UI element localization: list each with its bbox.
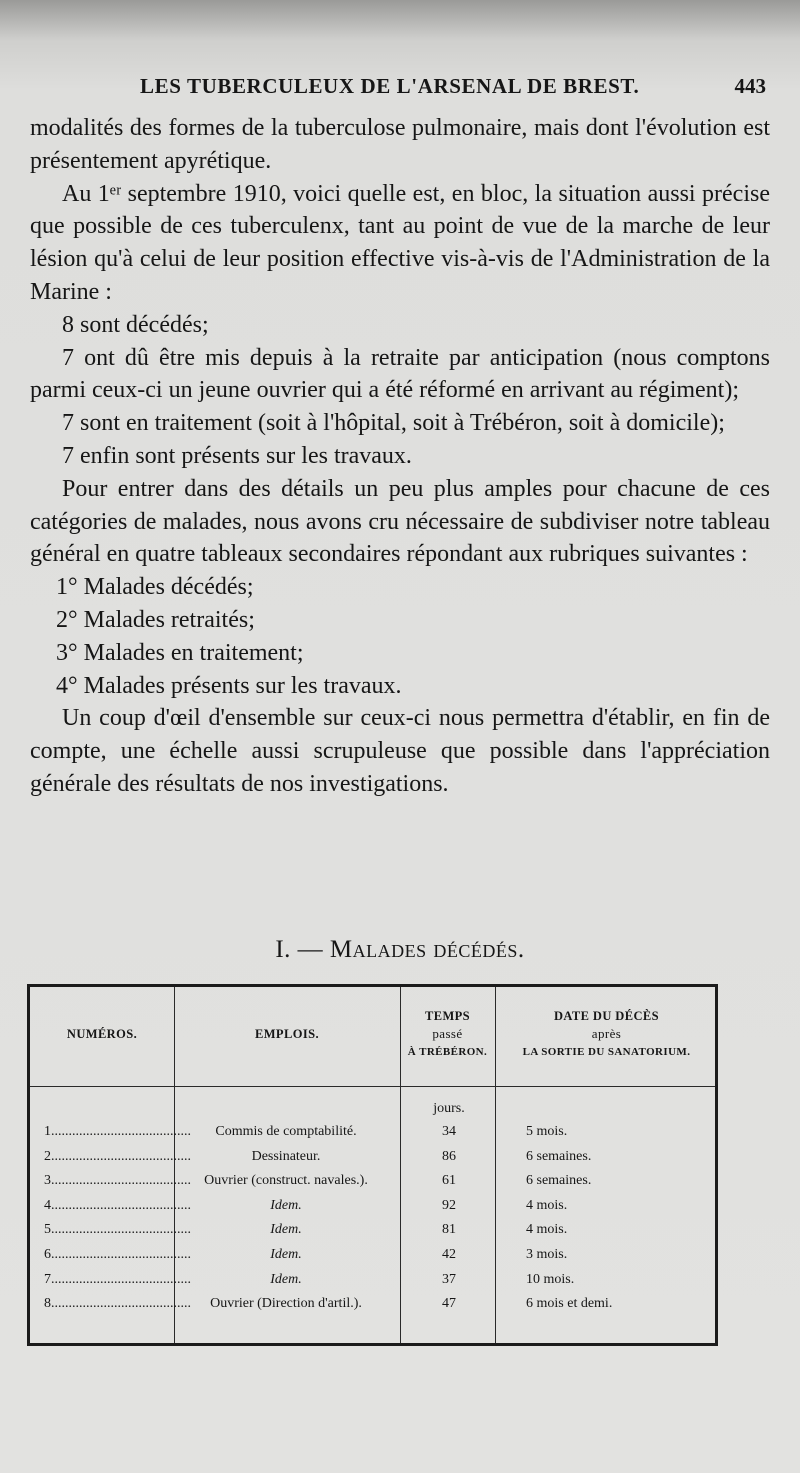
row-emploi: Idem.: [270, 1197, 302, 1213]
running-title: LES TUBERCULEUX DE L'ARSENAL DE BREST.: [140, 74, 640, 98]
row-number: [44, 1268, 191, 1292]
paragraph: 7 enfin sont présents sur les travaux.: [62, 442, 412, 469]
row-temps: 86: [442, 1148, 456, 1164]
header-temps-line1: TEMPS: [424, 1009, 471, 1023]
row-number-value: 4: [44, 1197, 51, 1213]
leader-dots: ........................................: [51, 1271, 191, 1287]
row-number-value: 1: [44, 1124, 51, 1139]
header-date-line3: LA SORTIE DU SANATORIUM.: [522, 1046, 691, 1058]
header-temps-line2: passé: [432, 1026, 463, 1041]
row-temps: 34: [442, 1124, 456, 1139]
list-item: 3° Malades en traitement;: [56, 639, 304, 666]
list-item: 4° Malades présents sur les travaux.: [56, 672, 402, 699]
leader-dots: ........................................: [51, 1247, 191, 1262]
page-header: [0, 70, 800, 106]
row-date: 10 mois.: [526, 1271, 575, 1287]
row-date: 4 mois.: [526, 1197, 568, 1213]
paragraph: 8 sont décédés;: [62, 311, 209, 338]
leader-dots: ........................................: [51, 1296, 191, 1312]
list-item: 2° Malades retraités;: [56, 606, 255, 633]
row-number: [44, 1169, 191, 1193]
row-number-value: 6: [44, 1247, 51, 1262]
row-emploi: Idem.: [270, 1271, 302, 1287]
body-text: [30, 112, 770, 801]
row-date: 6 mois et demi.: [526, 1296, 613, 1312]
table-row: [30, 1169, 715, 1193]
row-emploi: Idem.: [270, 1247, 302, 1262]
paragraph: modalités des formes de la tuberculose pulmonaire, mais dont l'évolution est présentement apyrétique.: [30, 115, 770, 174]
row-temps: 47: [442, 1296, 456, 1312]
row-temps: 42: [442, 1247, 456, 1262]
section-heading: Malades décédés.: [329, 936, 525, 963]
list-item: 1° Malades décédés;: [56, 574, 254, 601]
header-temps: [400, 1007, 495, 1061]
section-numeral: I. —: [275, 936, 324, 963]
header-temps-line3: À TRÉBÉRON.: [407, 1046, 488, 1058]
section-title: [0, 936, 800, 964]
temps-units: jours.: [433, 1101, 465, 1116]
paragraph: Pour entrer dans des détails un peu plus amples pour chacune de ces catégories de malades, nous avons cru nécessaire de subdiviser notre tableau général en quatre tableaux secondaires répondant aux rubriques suivantes :: [30, 475, 770, 568]
leader-dots: ........................................: [51, 1173, 191, 1189]
leader-dots: ........................................: [51, 1197, 191, 1213]
header-date-line1: DATE DU DÉCÈS: [554, 1009, 659, 1023]
row-number: [44, 1194, 191, 1218]
row-date: 4 mois.: [526, 1222, 568, 1238]
table-row: [30, 1268, 715, 1292]
leader-dots: ........................................: [51, 1124, 191, 1139]
row-number: [44, 1218, 191, 1242]
table-row: [30, 1243, 715, 1267]
row-emploi: Idem.: [270, 1222, 302, 1238]
row-temps: 81: [442, 1222, 456, 1238]
row-number-value: 7: [44, 1271, 51, 1287]
header-date-line2: après: [591, 1026, 622, 1041]
row-emploi: Dessinateur.: [251, 1148, 321, 1164]
row-temps: 92: [442, 1197, 456, 1213]
row-emploi: Ouvrier (Direction d'artil.).: [210, 1296, 362, 1312]
table-row: [30, 1292, 715, 1316]
header-emplois: EMPLOIS.: [255, 1027, 319, 1041]
row-number: [44, 1145, 191, 1169]
paragraph: Un coup d'œil d'ensemble sur ceux-ci nous permettra d'établir, en fin de compte, une échelle aussi scrupuleuse que possible dans l'appréciation générale des résultats de nos investigations.: [30, 705, 770, 797]
table-row: [30, 1145, 715, 1169]
paragraph: 7 ont dû être mis depuis à la retraite par anticipation (nous comptons parmi ceux-ci un jeune ouvrier qui a été réformé en arrivant au régiment);: [30, 344, 770, 404]
row-date: 6 semaines.: [526, 1173, 592, 1189]
row-emploi: Commis de comptabilité.: [215, 1124, 357, 1139]
row-number: [44, 1120, 191, 1144]
row-date: 6 semaines.: [526, 1148, 592, 1164]
row-number-value: 5: [44, 1222, 51, 1238]
table-row: [30, 1218, 715, 1242]
row-number-value: 8: [44, 1296, 51, 1312]
row-number-value: 2: [44, 1148, 51, 1164]
row-number: [44, 1292, 191, 1316]
table-row: [30, 1194, 715, 1218]
table-row: [30, 1120, 715, 1144]
row-temps: 37: [442, 1271, 456, 1287]
row-number: [44, 1243, 191, 1267]
paragraph: 7 sont en traitement (soit à l'hôpital, soit à Trébéron, soit à domicile);: [62, 410, 725, 437]
leader-dots: ........................................: [51, 1222, 191, 1238]
header-date: [495, 1007, 718, 1061]
row-number-value: 3: [44, 1173, 51, 1189]
row-emploi: Ouvrier (construct. navales.).: [204, 1173, 368, 1189]
page-number: 443: [734, 74, 766, 98]
paragraph: Au 1ᵉʳ septembre 1910, voici quelle est, en bloc, la situation aussi précise que possible de ces tuberculenx, tant au point de vue de la marche de leur lésion qu'à celui de leur position effective vis-à-vis de l'Administration de la Marine :: [30, 180, 770, 305]
row-temps: 61: [442, 1173, 456, 1189]
leader-dots: ........................................: [51, 1148, 191, 1164]
row-date: 3 mois.: [526, 1247, 568, 1262]
header-divider: [30, 1086, 715, 1087]
header-numeros: NUMÉROS.: [66, 1027, 138, 1041]
row-date: 5 mois.: [526, 1124, 568, 1139]
deceased-table: [27, 984, 718, 1346]
